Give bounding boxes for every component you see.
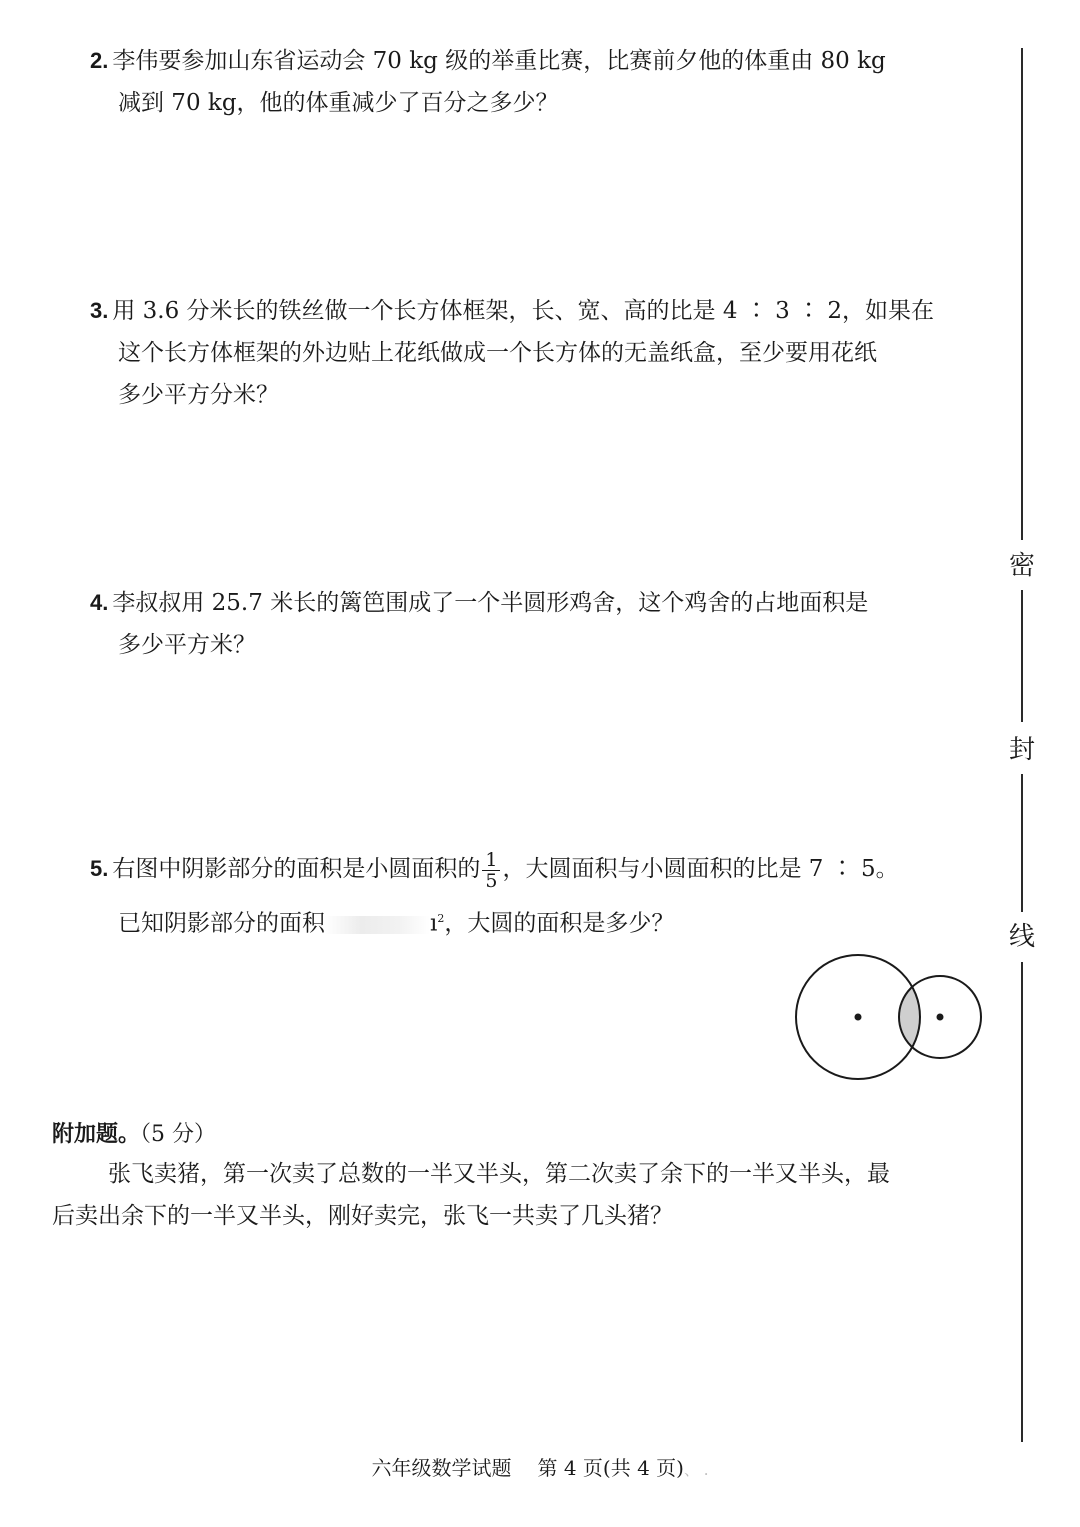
seal-line-segment xyxy=(1021,962,1023,1442)
footer-page-number: 第 4 页(共 4 页) xyxy=(537,1456,684,1480)
question-number: 4. xyxy=(90,590,109,615)
obscured-partial-char: ı xyxy=(430,910,438,937)
seal-char-mi: 密 xyxy=(1008,551,1035,581)
page-footer xyxy=(0,1452,1080,1481)
circles-figure xyxy=(790,952,990,1082)
question-4-line-2: 多少平方米？ xyxy=(118,632,256,658)
question-2-line-2: 减到 70 kg，他的体重减少了百分之多少？ xyxy=(118,90,559,116)
question-5-line-2 xyxy=(90,898,990,945)
superscript: 2 xyxy=(437,912,445,925)
seal-char-feng: 封 xyxy=(1008,735,1035,765)
footer-faint-marks: 、 . xyxy=(683,1461,709,1479)
question-text: 用 3.6 分米长的铁丝做一个长方体框架，长、宽、高的比是 4 ∶ 3 ∶ 2，如果在 xyxy=(112,298,935,324)
question-text: 已知阴影部分的面积 xyxy=(118,910,325,937)
question-3-line-1 xyxy=(90,290,990,332)
bonus-line-2: 后卖出余下的一半又半头，刚好卖完，张飞一共卖了几头猪？ xyxy=(52,1203,673,1229)
question-number: 5. xyxy=(90,856,109,881)
question-number: 2. xyxy=(90,48,109,73)
question-text: 李伟要参加山东省运动会 70 kg 级的举重比赛，比赛前夕他的体重由 80 kg xyxy=(112,48,886,74)
question-3 xyxy=(90,290,990,416)
bonus-line-1: 张飞卖猪，第一次卖了总数的一半又半头，第二次卖了余下的一半又半头，最 xyxy=(108,1161,890,1187)
seal-line-segment xyxy=(1021,590,1023,722)
question-2-line-1 xyxy=(90,40,990,82)
question-5 xyxy=(90,842,990,945)
bonus-title: 附加题。 xyxy=(52,1121,141,1147)
seal-line-segment xyxy=(1021,48,1023,540)
question-3-line-3: 多少平方分米？ xyxy=(118,382,279,408)
bonus-points: （5 分） xyxy=(140,1122,217,1147)
question-text: 右图中阴影部分的面积是小圆面积的 xyxy=(112,856,481,882)
question-text-continued: ，大圆的面积是多少？ xyxy=(444,910,675,937)
bonus-question xyxy=(52,1153,992,1237)
small-circle-center-dot xyxy=(937,1014,944,1021)
fraction xyxy=(482,850,500,891)
footer-subject: 六年级数学试题 xyxy=(371,1456,512,1480)
fraction-denominator: 5 xyxy=(485,869,498,892)
question-text-continued: ，大圆面积与小圆面积的比是 7 ∶ 5。 xyxy=(502,856,899,882)
seal-line-segment xyxy=(1021,774,1023,912)
question-4-line-1 xyxy=(90,582,990,624)
question-5-line-1 xyxy=(90,842,990,896)
obscured-smudge xyxy=(325,916,430,934)
large-circle-center-dot xyxy=(855,1014,862,1021)
question-number: 3. xyxy=(90,298,109,323)
question-4 xyxy=(90,582,990,666)
question-2 xyxy=(90,40,990,124)
seal-char-xian: 线 xyxy=(1008,922,1035,952)
question-3-line-2: 这个长方体框架的外边贴上花纸做成一个长方体的无盖纸盒，至少要用花纸 xyxy=(118,340,877,366)
fraction-numerator: 1 xyxy=(482,850,500,871)
bonus-heading xyxy=(52,1118,216,1151)
question-text: 李叔叔用 25.7 米长的篱笆围成了一个半圆形鸡舍，这个鸡舍的占地面积是 xyxy=(112,590,869,616)
